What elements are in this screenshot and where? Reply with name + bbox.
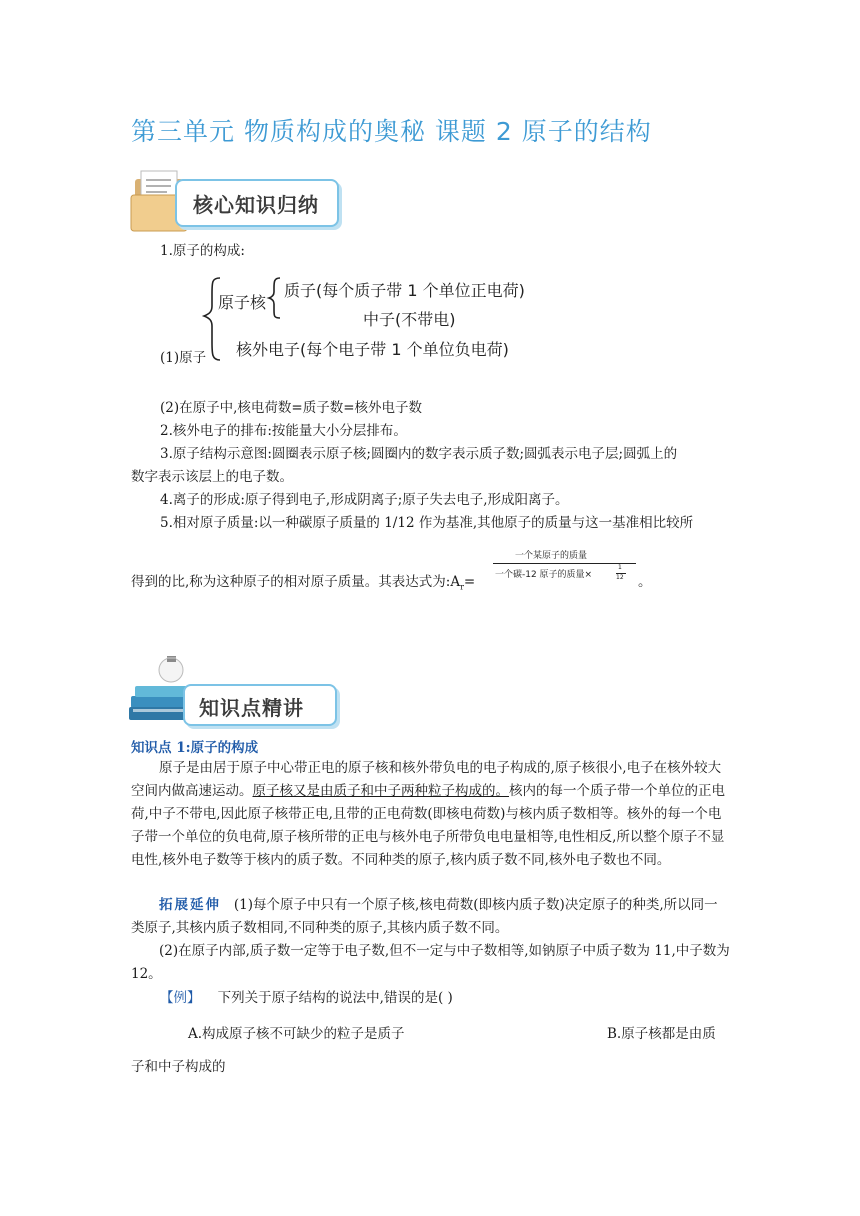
core-item-5b-text: 得到的比,称为这种原子的相对原子质量。其表达式为:A — [131, 574, 461, 590]
core-item-1b: (2)在原子中,核电荷数=质子数=核外电子数 — [160, 400, 423, 416]
point1-underlined-text: 原子核又是由质子和中子两种粒子构成的。 — [252, 783, 509, 799]
core-knowledge-banner — [127, 165, 342, 235]
example-question: 下列关于原子结构的说法中,错误的是( ) — [217, 990, 453, 1006]
atom-label: (1)原子 — [160, 350, 207, 366]
core-item-2: 2.核外电子的排布:按能量大小分层排布。 — [160, 423, 407, 439]
page-title: 第三单元 物质构成的奥秘 课题 2 原子的结构 — [131, 117, 652, 146]
nucleus-label: 原子核 — [218, 293, 267, 312]
core-item-1: 1.原子的构成: — [160, 243, 245, 259]
knowledge-points-label: 知识点精讲 — [199, 696, 304, 720]
formula-small-numerator: 1 — [618, 564, 622, 571]
example-line — [160, 988, 453, 1008]
formula-end: 。 — [638, 574, 652, 590]
formula-numerator: 一个某原子的质量 — [515, 551, 588, 561]
formula-subscript: r — [460, 582, 464, 592]
option-b: B.原子核都是由质 — [607, 1026, 716, 1042]
electron-label: 核外电子(每个电子带 1 个单位负电荷) — [236, 340, 509, 359]
extension-label: 拓展延伸 — [159, 897, 221, 913]
extension-paragraph-1 — [131, 894, 731, 940]
core-knowledge-label: 核心知识归纳 — [193, 193, 319, 217]
core-item-4: 4.离子的形成:原子得到电子,形成阴离子;原子失去电子,形成阳离子。 — [160, 492, 569, 508]
point1-text-a: 原子是由居于原子中心带正电的原子核和核外带负电的电子构成的,原子核很小,电子在核外较大空间内做高速运动。 — [131, 760, 722, 799]
example-label: 【例】 — [160, 990, 201, 1006]
point1-text-b: 核内的每一个质子带一个单位的正电荷,中子不带电,因此原子核带正电,且带的正电荷数(即核电荷数)与核内质子数相等。核外的每一个电子带一个单位的负电荷,原子核所带的正电与核外电子所带负电电量相等,电性相反,所以整个原子不显电性,核外电子数等于核内的质子数。不同种类的原子,核内质子数不同,核外电子数也不同。 — [131, 783, 725, 868]
core-item-5b — [131, 572, 475, 598]
neutron-label: 中子(不带电) — [363, 310, 456, 329]
core-item-5a: 5.相对原子质量:以一种碳原子质量的 1/12 作为基准,其他原子的质量与这一基准相比较所 — [160, 515, 694, 531]
option-a: A.构成原子核不可缺少的粒子是质子 — [188, 1026, 405, 1042]
knowledge-points-banner — [127, 648, 342, 728]
core-item-3b: 数字表示该层上的电子数。 — [131, 469, 293, 485]
formula-fraction — [493, 546, 643, 590]
proton-label: 质子(每个质子带 1 个单位正电荷) — [284, 281, 525, 300]
formula-equals: = — [463, 574, 476, 590]
option-b-continued: 子和中子构成的 — [131, 1059, 226, 1075]
core-item-3a: 3.原子结构示意图:圆圈表示原子核;圆圈内的数字表示质子数;圆弧表示电子层;圆弧上的 — [160, 446, 678, 462]
atom-structure-diagram — [156, 270, 576, 370]
formula-fraction-bar — [493, 563, 636, 564]
formula-denominator: 一个碳-12 原子的质量× — [495, 570, 593, 580]
point1-heading: 知识点 1:原子的构成 — [131, 740, 259, 756]
extension-text-1: (1)每个原子中只有一个原子核,核电荷数(即核内质子数)决定原子的种类,所以同一类原子,其核内质子数相同,不同种类的原子,其核内质子数不同。 — [131, 897, 718, 936]
point1-paragraph — [131, 757, 731, 872]
extension-paragraph-2: (2)在原子内部,质子数一定等于电子数,但不一定与中子数相等,如钠原子中质子数为 11,中子数为 12。 — [131, 943, 730, 982]
formula-small-denominator: 12 — [616, 574, 624, 581]
